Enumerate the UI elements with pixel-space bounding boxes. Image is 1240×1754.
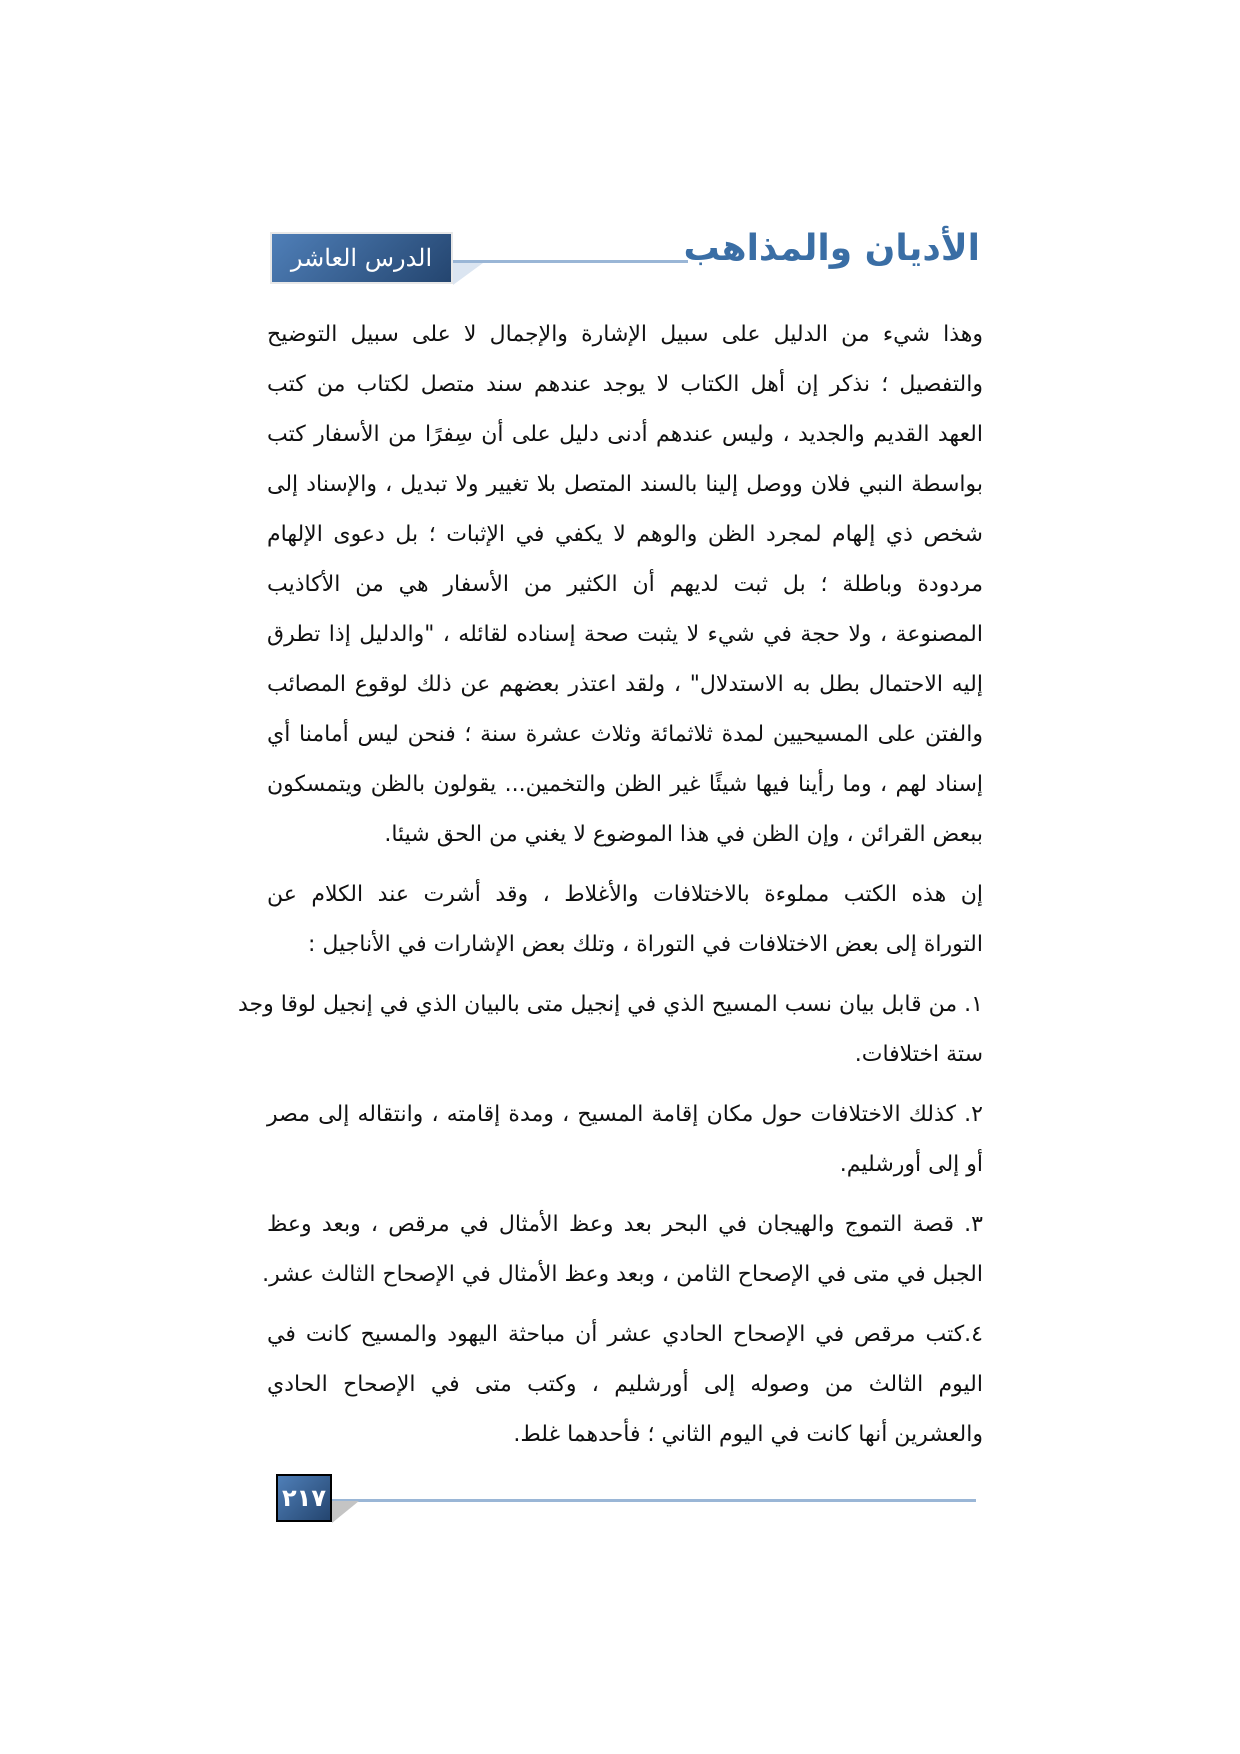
text-line: ببعض القرائن ، وإن الظن في هذا الموضوع لا يغني من الحق شيئا. [384,822,983,847]
lesson-label-box [270,232,453,284]
text-line: أو إلى أورشليم. [839,1152,983,1177]
paragraph [267,1090,983,1190]
paragraph [267,1310,983,1460]
text-line: الجبل في متى في الإصحاح الثامن ، وبعد وعظ الأمثال في الإصحاح الثالث عشر. [262,1262,983,1287]
text-line: ستة اختلافات. [854,1042,983,1067]
text-line: ١. من قابل بيان نسب المسيح الذي في إنجيل متى بالبيان الذي في إنجيل لوقا وجد [237,992,983,1017]
footer-rule-wedge [332,1501,359,1523]
text-line: والتفصيل ؛ نذكر إن أهل الكتاب لا يوجد عندهم سند متصل لكتاب من كتب [267,372,983,397]
paragraph [267,870,983,970]
body-text [237,310,983,1470]
text-line: العهد القديم والجديد ، وليس عندهم أدنى دليل على أن سِفرًا من الأسفار كتب [267,422,983,447]
text-line: مردودة وباطلة ؛ بل ثبت لديهم أن الكثير من الأسفار هي من الأكاذيب [267,572,983,597]
paragraph [262,1200,983,1300]
text-line: شخص ذي إلهام لمجرد الظن والوهم لا يكفي في الإثبات ؛ بل دعوى الإلهام [267,522,983,547]
page-header [270,228,980,286]
text-line: والفتن على المسيحيين لمدة ثلاثمائة وثلاث عشرة سنة ؛ فنحن ليس أمامنا أي [267,722,983,747]
text-line: إليه الاحتمال بطل به الاستدلال" ، ولقد اعتذر بعضهم عن ذلك لوقوع المصائب [267,672,983,697]
footer-rule [332,1499,976,1502]
paragraph [267,310,983,860]
text-line: بواسطة النبي فلان ووصل إلينا بالسند المتصل بلا تغيير ولا تبديل ، والإسناد إلى [267,472,983,497]
text-line: إسناد لهم ، وما رأينا فيها شيئًا غير الظن والتخمين... يقولون بالظن ويتمسكون [267,772,983,797]
text-line: وهذا شيء من الدليل على سبيل الإشارة والإجمال لا على سبيل التوضيح [267,322,983,347]
text-line: ٤.كتب مرقص في الإصحاح الحادي عشر أن مباحثة اليهود والمسيح كانت في [267,1322,983,1347]
header-rule-wedge [453,263,483,285]
text-line: إن هذه الكتب مملوءة بالاختلافات والأغلاط ، وقد أشرت عند الكلام عن [267,882,983,907]
text-line: والعشرين أنها كانت في اليوم الثاني ؛ فأحدهما غلط. [513,1422,983,1447]
paragraph [237,980,983,1080]
book-title: الأديان والمذاهب [683,228,980,269]
text-line: التوراة إلى بعض الاختلافات في التوراة ، وتلك بعض الإشارات في الأناجيل : [308,932,983,957]
lesson-label: الدرس العاشر [290,244,433,272]
header-rule [453,260,688,263]
page-number: ٢١٧ [282,1484,326,1512]
text-line: المصنوعة ، ولا حجة في شيء لا يثبت صحة إسناده لقائله ، "والدليل إذا تطرق [267,622,983,647]
text-line: ٣. قصة التموج والهيجان في البحر بعد وعظ الأمثال في مرقص ، وبعد وعظ [267,1212,983,1237]
page-footer [276,1474,976,1524]
text-line: ٢. كذلك الاختلافات حول مكان إقامة المسيح ، ومدة إقامته ، وانتقاله إلى مصر [267,1102,983,1127]
page-number-box [276,1474,332,1522]
text-line: اليوم الثالث من وصوله إلى أورشليم ، وكتب متى في الإصحاح الحادي [267,1372,983,1397]
